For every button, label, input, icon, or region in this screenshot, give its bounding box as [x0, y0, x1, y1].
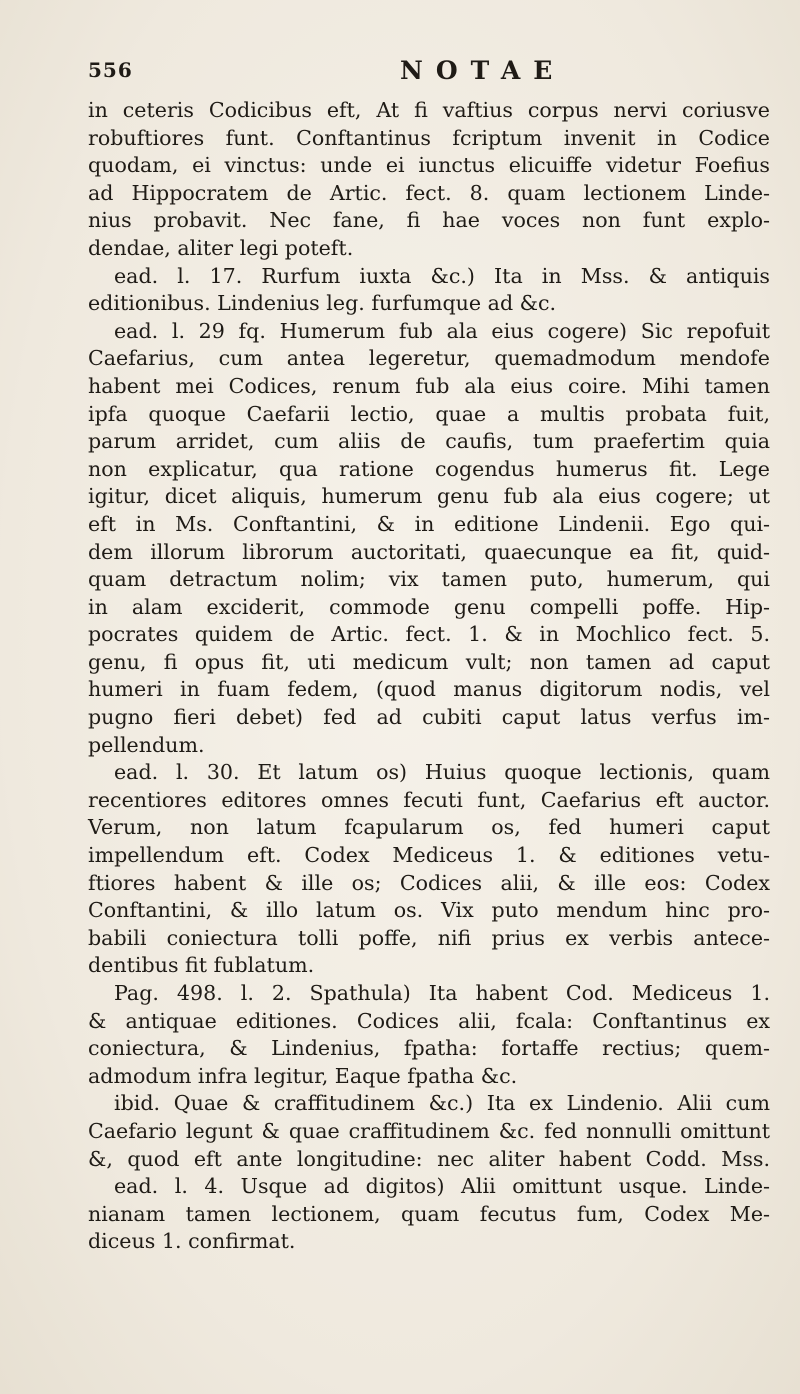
text-line: igitur, dicet aliquis, humerum genu fub ala eius cogere; ut	[88, 484, 770, 509]
text-line: habent mei Codices, renum fub ala eius coire. Mihi tamen	[88, 373, 770, 398]
text-line: eft in Ms. Conftantini, & in editione Lindenii. Ego qui-	[88, 511, 770, 536]
text-line: parum arridet, cum aliis de caufis, tum praefertim quia	[88, 429, 770, 454]
notes-text	[88, 97, 770, 1256]
text-line: non explicatur, qua ratione cogendus humerus fit. Lege	[88, 456, 770, 481]
text-line: nianam tamen lectionem, quam fecutus fum, Codex Me-	[88, 1201, 770, 1226]
text-line: admodum infra legitur, Eaque fpatha &c.	[88, 1063, 518, 1088]
text-line: ead. l. 29 fq. Humerum fub ala eius cogere) Sic repofuit	[114, 318, 770, 343]
text-line: in alam exciderit, commode genu compelli poffe. Hip-	[88, 594, 770, 619]
text-line: ibid. Quae & craffitudinem &c.) Ita ex Lindenio. Alii cum	[114, 1091, 770, 1116]
text-line: babili coniectura tolli poffe, nifi prius ex verbis antece-	[88, 925, 770, 950]
text-line: ead. l. 17. Rurfum iuxta &c.) Ita in Mss. & antiquis	[114, 263, 770, 288]
text-line: Conftantini, & illo latum os. Vix puto mendum hinc pro-	[88, 898, 770, 923]
page-header	[88, 56, 688, 90]
text-line: pugno fieri debet) fed ad cubiti caput latus verfus im-	[88, 705, 770, 730]
text-line: ead. l. 30. Et latum os) Huius quoque lectionis, quam	[114, 760, 770, 785]
text-line: pocrates quidem de Artic. fect. 1. & in Mochlico fect. 5.	[88, 622, 770, 647]
text-line: diceus 1. confirmat.	[88, 1229, 296, 1254]
text-line: Verum, non latum fcapularum os, fed humeri caput	[88, 815, 770, 840]
text-line: editionibus. Lindenius leg. furfumque ad &c.	[88, 291, 557, 316]
text-line: ipfa quoque Caefarii lectio, quae a multis probata fuit,	[88, 401, 770, 426]
text-line: ad Hippocratem de Artic. fect. 8. quam lectionem Linde-	[88, 180, 770, 205]
text-line: robuftiores funt. Conftantinus fcriptum invenit in Codice	[88, 125, 770, 150]
text-line: pellendum.	[88, 732, 205, 757]
text-line: quam detractum nolim; vix tamen puto, humerum, qui	[88, 567, 770, 592]
text-line: dendae, aliter legi poteft.	[88, 235, 354, 260]
text-line: genu, fi opus fit, uti medicum vult; non tamen ad caput	[88, 649, 770, 674]
text-line: dem illorum librorum auctoritati, quaecunque ea fit, quid-	[88, 539, 770, 564]
text-line: Caefario legunt & quae craffitudinem &c. fed nonnulli omittunt	[88, 1118, 770, 1143]
text-line: &, quod eft ante longitudine: nec aliter habent Codd. Mss.	[88, 1146, 770, 1171]
page-number: 556	[88, 58, 133, 82]
running-head: NOTAE	[400, 56, 566, 85]
text-line: impellendum eft. Codex Mediceus 1. & editiones vetu-	[88, 843, 770, 868]
text-line: ftiores habent & ille os; Codices alii, & ille eos: Codex	[88, 870, 770, 895]
text-line: quodam, ei vinctus: unde ei iunctus elicuiffe videtur Foefius	[88, 153, 770, 178]
text-line: nius probavit. Nec fane, fi hae voces non funt explo-	[88, 208, 770, 233]
text-line: ead. l. 4. Usque ad digitos) Alii omittunt usque. Linde-	[114, 1174, 770, 1199]
text-line: recentiores editores omnes fecuti funt, Caefarius eft auctor.	[88, 787, 770, 812]
text-line: Pag. 498. l. 2. Spathula) Ita habent Cod. Mediceus 1.	[114, 981, 770, 1005]
text-line: Caefarius, cum antea legeretur, quemadmodum mendofe	[88, 346, 770, 371]
text-line: coniectura, & Lindenius, fpatha: fortaffe rectius; quem-	[88, 1036, 770, 1061]
text-line: in ceteris Codicibus eft, At fi vaftius corpus nervi coriusve	[88, 98, 770, 122]
text-line: dentibus fit fublatum.	[88, 953, 315, 978]
text-line: & antiquae editiones. Codices alii, fcala: Conftantinus ex	[88, 1008, 770, 1033]
text-line: humeri in fuam fedem, (quod manus digitorum nodis, vel	[88, 677, 770, 702]
